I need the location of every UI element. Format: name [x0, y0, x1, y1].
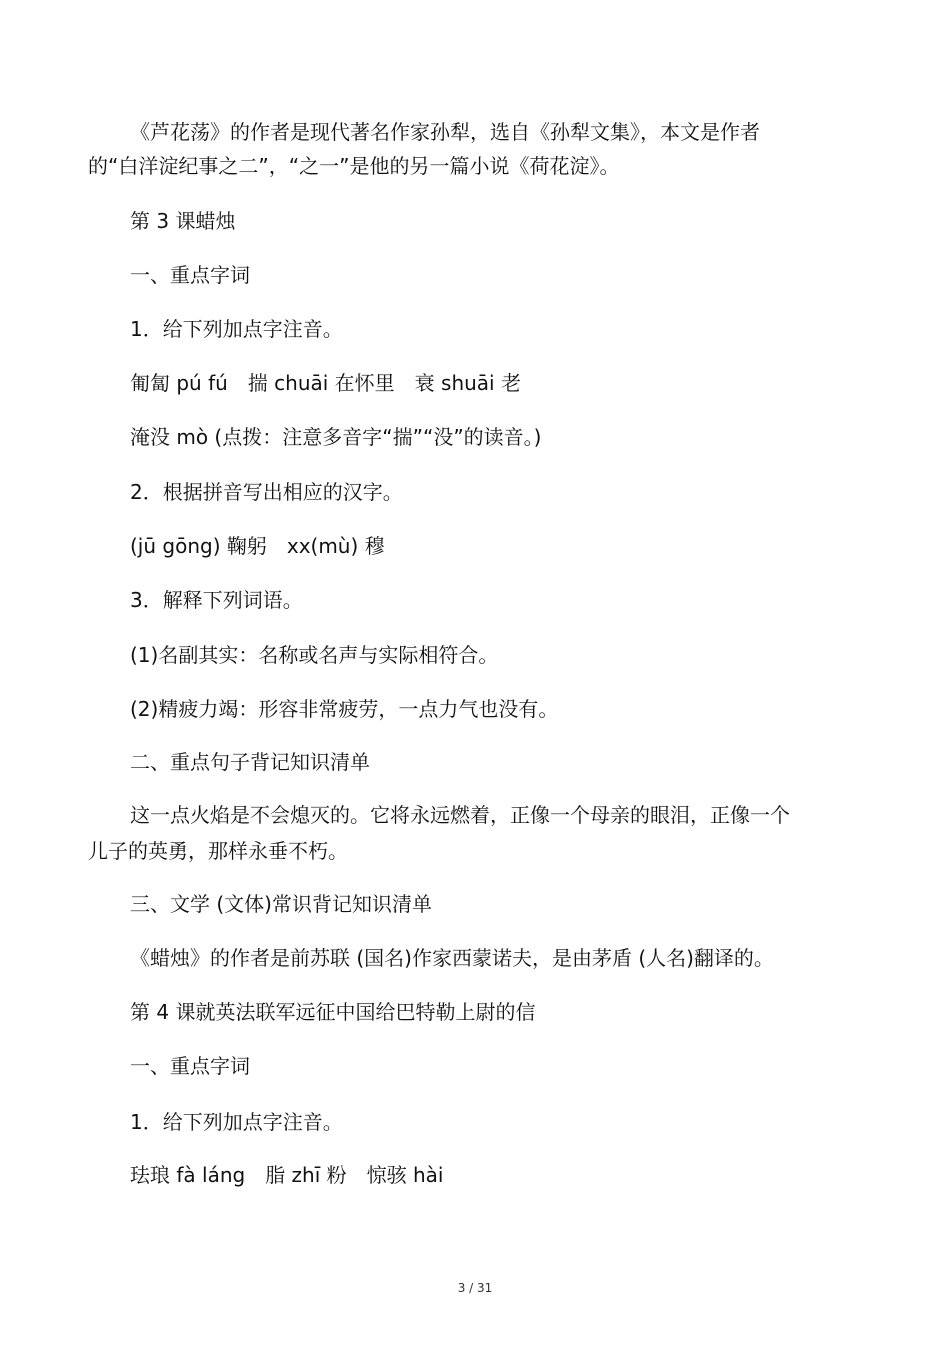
key-sentence-line-1: 这一点火焰是不会熄灭的。它将永远燃着，正像一个母亲的眼泪，正像一个	[130, 803, 790, 827]
question-1-heading-2: 1．给下列加点字注音。	[130, 1110, 343, 1134]
literature-note: 《蜡烛》的作者是前苏联 (国名)作家西蒙诺夫，是由茅盾 (人名)翻译的。	[130, 946, 774, 970]
paragraph-line-2: 的“白洋淀纪事之二”，“之一”是他的另一篇小说《荷花淀》。	[88, 154, 620, 178]
paragraph-line-1: 《芦花荡》的作者是现代著名作家孙犁，选自《孙犁文集》，本文是作者	[130, 120, 760, 144]
lesson-3-heading: 第 3 课蜡烛	[130, 209, 236, 233]
key-sentence-line-2: 儿子的英勇，那样永垂不朽。	[88, 839, 348, 863]
question-1-heading: 1．给下列加点字注音。	[130, 317, 343, 341]
question-2-heading: 2．根据拼音写出相应的汉字。	[130, 480, 403, 504]
lesson-4-heading: 第 4 课就英法联军远征中国给巴特勒上尉的信	[130, 1000, 536, 1024]
pinyin-answer-line: (jū gōng) 鞠躬 xx(mù) 穆	[130, 534, 385, 558]
page-number: 3 / 31	[457, 1281, 493, 1295]
pinyin-line-2: 淹没 mò (点拨：注意多音字“揣”“没”的读音。)	[130, 425, 542, 449]
section-heading-key-words: 一、重点字词	[130, 263, 250, 287]
pinyin-line-3: 珐琅 fà láng 脂 zhī 粉 惊骇 hài	[130, 1163, 444, 1187]
question-3-heading: 3．解释下列词语。	[130, 588, 303, 612]
section-heading-key-sentences: 二、重点句子背记知识清单	[130, 750, 370, 774]
definition-1: (1)名副其实：名称或名声与实际相符合。	[130, 643, 499, 667]
definition-2: (2)精疲力竭：形容非常疲劳，一点力气也没有。	[130, 697, 559, 721]
pinyin-line-1: 匍匐 pú fú 揣 chuāi 在怀里 衰 shuāi 老	[130, 371, 521, 395]
section-heading-literature: 三、文学 (文体)常识背记知识清单	[130, 892, 432, 916]
section-heading-key-words-2: 一、重点字词	[130, 1054, 250, 1078]
